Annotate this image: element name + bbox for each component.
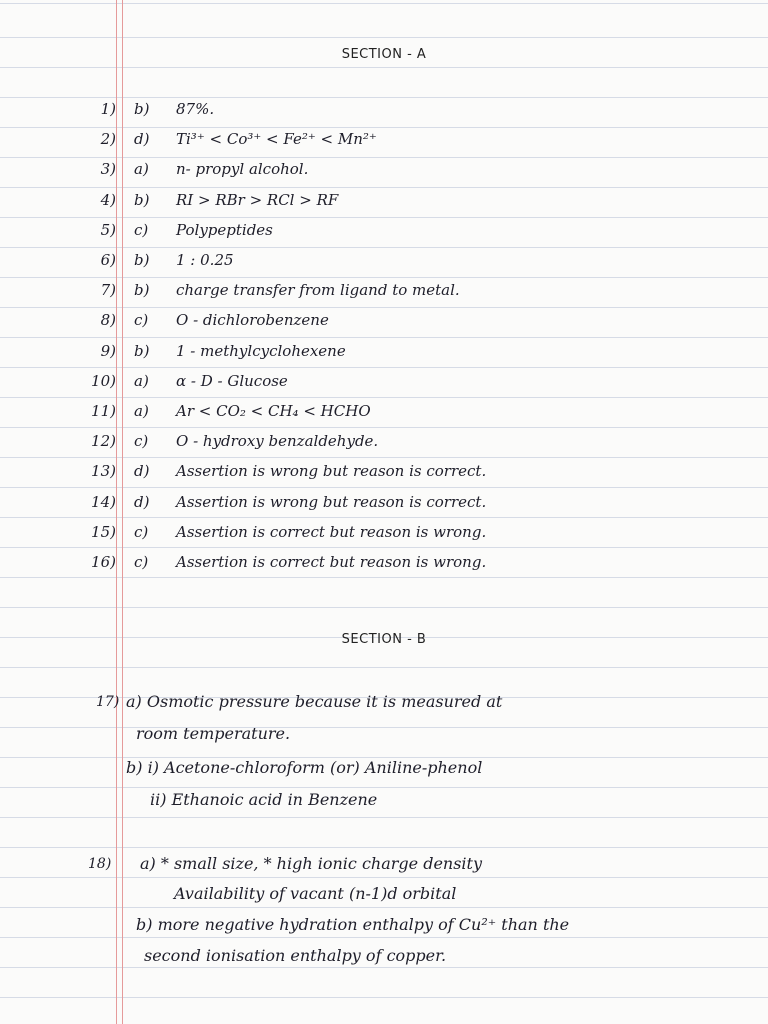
answer-text: O - dichlorobenzene	[176, 311, 329, 330]
answer-text: n- propyl alcohol.	[176, 160, 309, 179]
answer-option: b)	[134, 100, 150, 118]
answer-row	[0, 221, 768, 247]
answer-option: b)	[134, 341, 150, 360]
answer-row	[0, 553, 768, 579]
question-18-a-line2: Availability of vacant (n-1)d orbital	[174, 884, 457, 903]
answer-row	[0, 493, 768, 519]
section-a-heading: SECTION - A	[341, 47, 427, 62]
question-18-number: 18)	[88, 856, 112, 872]
answer-row	[0, 432, 768, 458]
answer-row	[0, 160, 768, 186]
question-18-a-line1: a) * small size, * high ionic charge density	[140, 854, 483, 873]
question-17-number: 17)	[96, 694, 120, 710]
answer-option: c)	[134, 553, 149, 571]
answer-option: d)	[134, 130, 150, 149]
answer-row	[0, 342, 768, 368]
answer-number: 14)	[91, 492, 116, 511]
answer-text: Assertion is wrong but reason is correct.	[176, 462, 487, 481]
answer-option: d)	[134, 492, 150, 511]
answer-number: 7)	[100, 281, 116, 300]
answer-text: 87%.	[176, 100, 215, 118]
answer-number: 1)	[100, 100, 116, 118]
answer-row	[0, 311, 768, 337]
answer-text: Polypeptides	[176, 220, 273, 239]
answer-option: c)	[134, 522, 149, 541]
answer-text: 1 : 0.25	[176, 251, 234, 269]
question-17-b-line1: b) i) Acetone-chloroform (or) Aniline-phenol	[126, 758, 483, 777]
answer-row	[0, 191, 768, 217]
answer-text: α - D - Glucose	[176, 371, 288, 390]
answer-number: 11)	[91, 402, 116, 420]
answer-text: O - hydroxy benzaldehyde.	[176, 432, 379, 451]
section-b-heading: SECTION - B	[341, 632, 427, 647]
answer-text: Assertion is correct but reason is wrong.	[176, 553, 487, 571]
answer-number: 3)	[100, 160, 116, 179]
answer-row	[0, 402, 768, 428]
answer-option: b)	[134, 281, 150, 300]
answer-option: c)	[134, 311, 149, 330]
answer-text: Assertion is wrong but reason is correct.	[176, 492, 487, 511]
answer-option: b)	[134, 190, 150, 209]
answer-option: d)	[134, 462, 150, 481]
answer-row	[0, 251, 768, 277]
answer-number: 16)	[91, 553, 116, 571]
answer-text: 1 - methylcyclohexene	[176, 341, 346, 360]
answer-number: 5)	[100, 220, 116, 239]
question-17-b-line2: ii) Ethanoic acid in Benzene	[150, 790, 378, 809]
answer-number: 6)	[100, 251, 116, 269]
question-18-b-line2: second ionisation enthalpy of copper.	[144, 946, 447, 965]
answer-row	[0, 100, 768, 126]
answer-number: 4)	[100, 190, 116, 209]
question-18-b-line1: b) more negative hydration enthalpy of Cu²⁺ than the	[136, 915, 570, 934]
answer-row	[0, 372, 768, 398]
answer-text: Ti³⁺ < Co³⁺ < Fe²⁺ < Mn²⁺	[176, 130, 377, 149]
answer-number: 9)	[100, 341, 116, 360]
answer-text: RI > RBr > RCl > RF	[176, 190, 339, 209]
answer-option: b)	[134, 251, 150, 269]
answer-number: 10)	[91, 371, 116, 390]
answer-option: c)	[134, 220, 149, 239]
answer-number: 15)	[91, 522, 116, 541]
answer-row	[0, 281, 768, 307]
answer-option: c)	[134, 432, 149, 451]
answer-number: 2)	[100, 130, 116, 149]
answer-number: 13)	[91, 462, 116, 481]
answer-row	[0, 462, 768, 488]
answer-text: Ar < CO₂ < CH₄ < HCHO	[176, 402, 371, 420]
question-17-a-line1: a) Osmotic pressure because it is measured at	[126, 692, 503, 711]
answer-text: charge transfer from ligand to metal.	[176, 281, 460, 300]
answer-number: 12)	[91, 432, 116, 451]
answer-row	[0, 130, 768, 156]
answer-row	[0, 523, 768, 549]
question-17-a-line2: room temperature.	[136, 724, 291, 743]
answer-option: a)	[134, 402, 149, 420]
answer-option: a)	[134, 160, 149, 179]
answer-text: Assertion is correct but reason is wrong.	[176, 522, 487, 541]
answer-number: 8)	[100, 311, 116, 330]
answer-option: a)	[134, 371, 149, 390]
